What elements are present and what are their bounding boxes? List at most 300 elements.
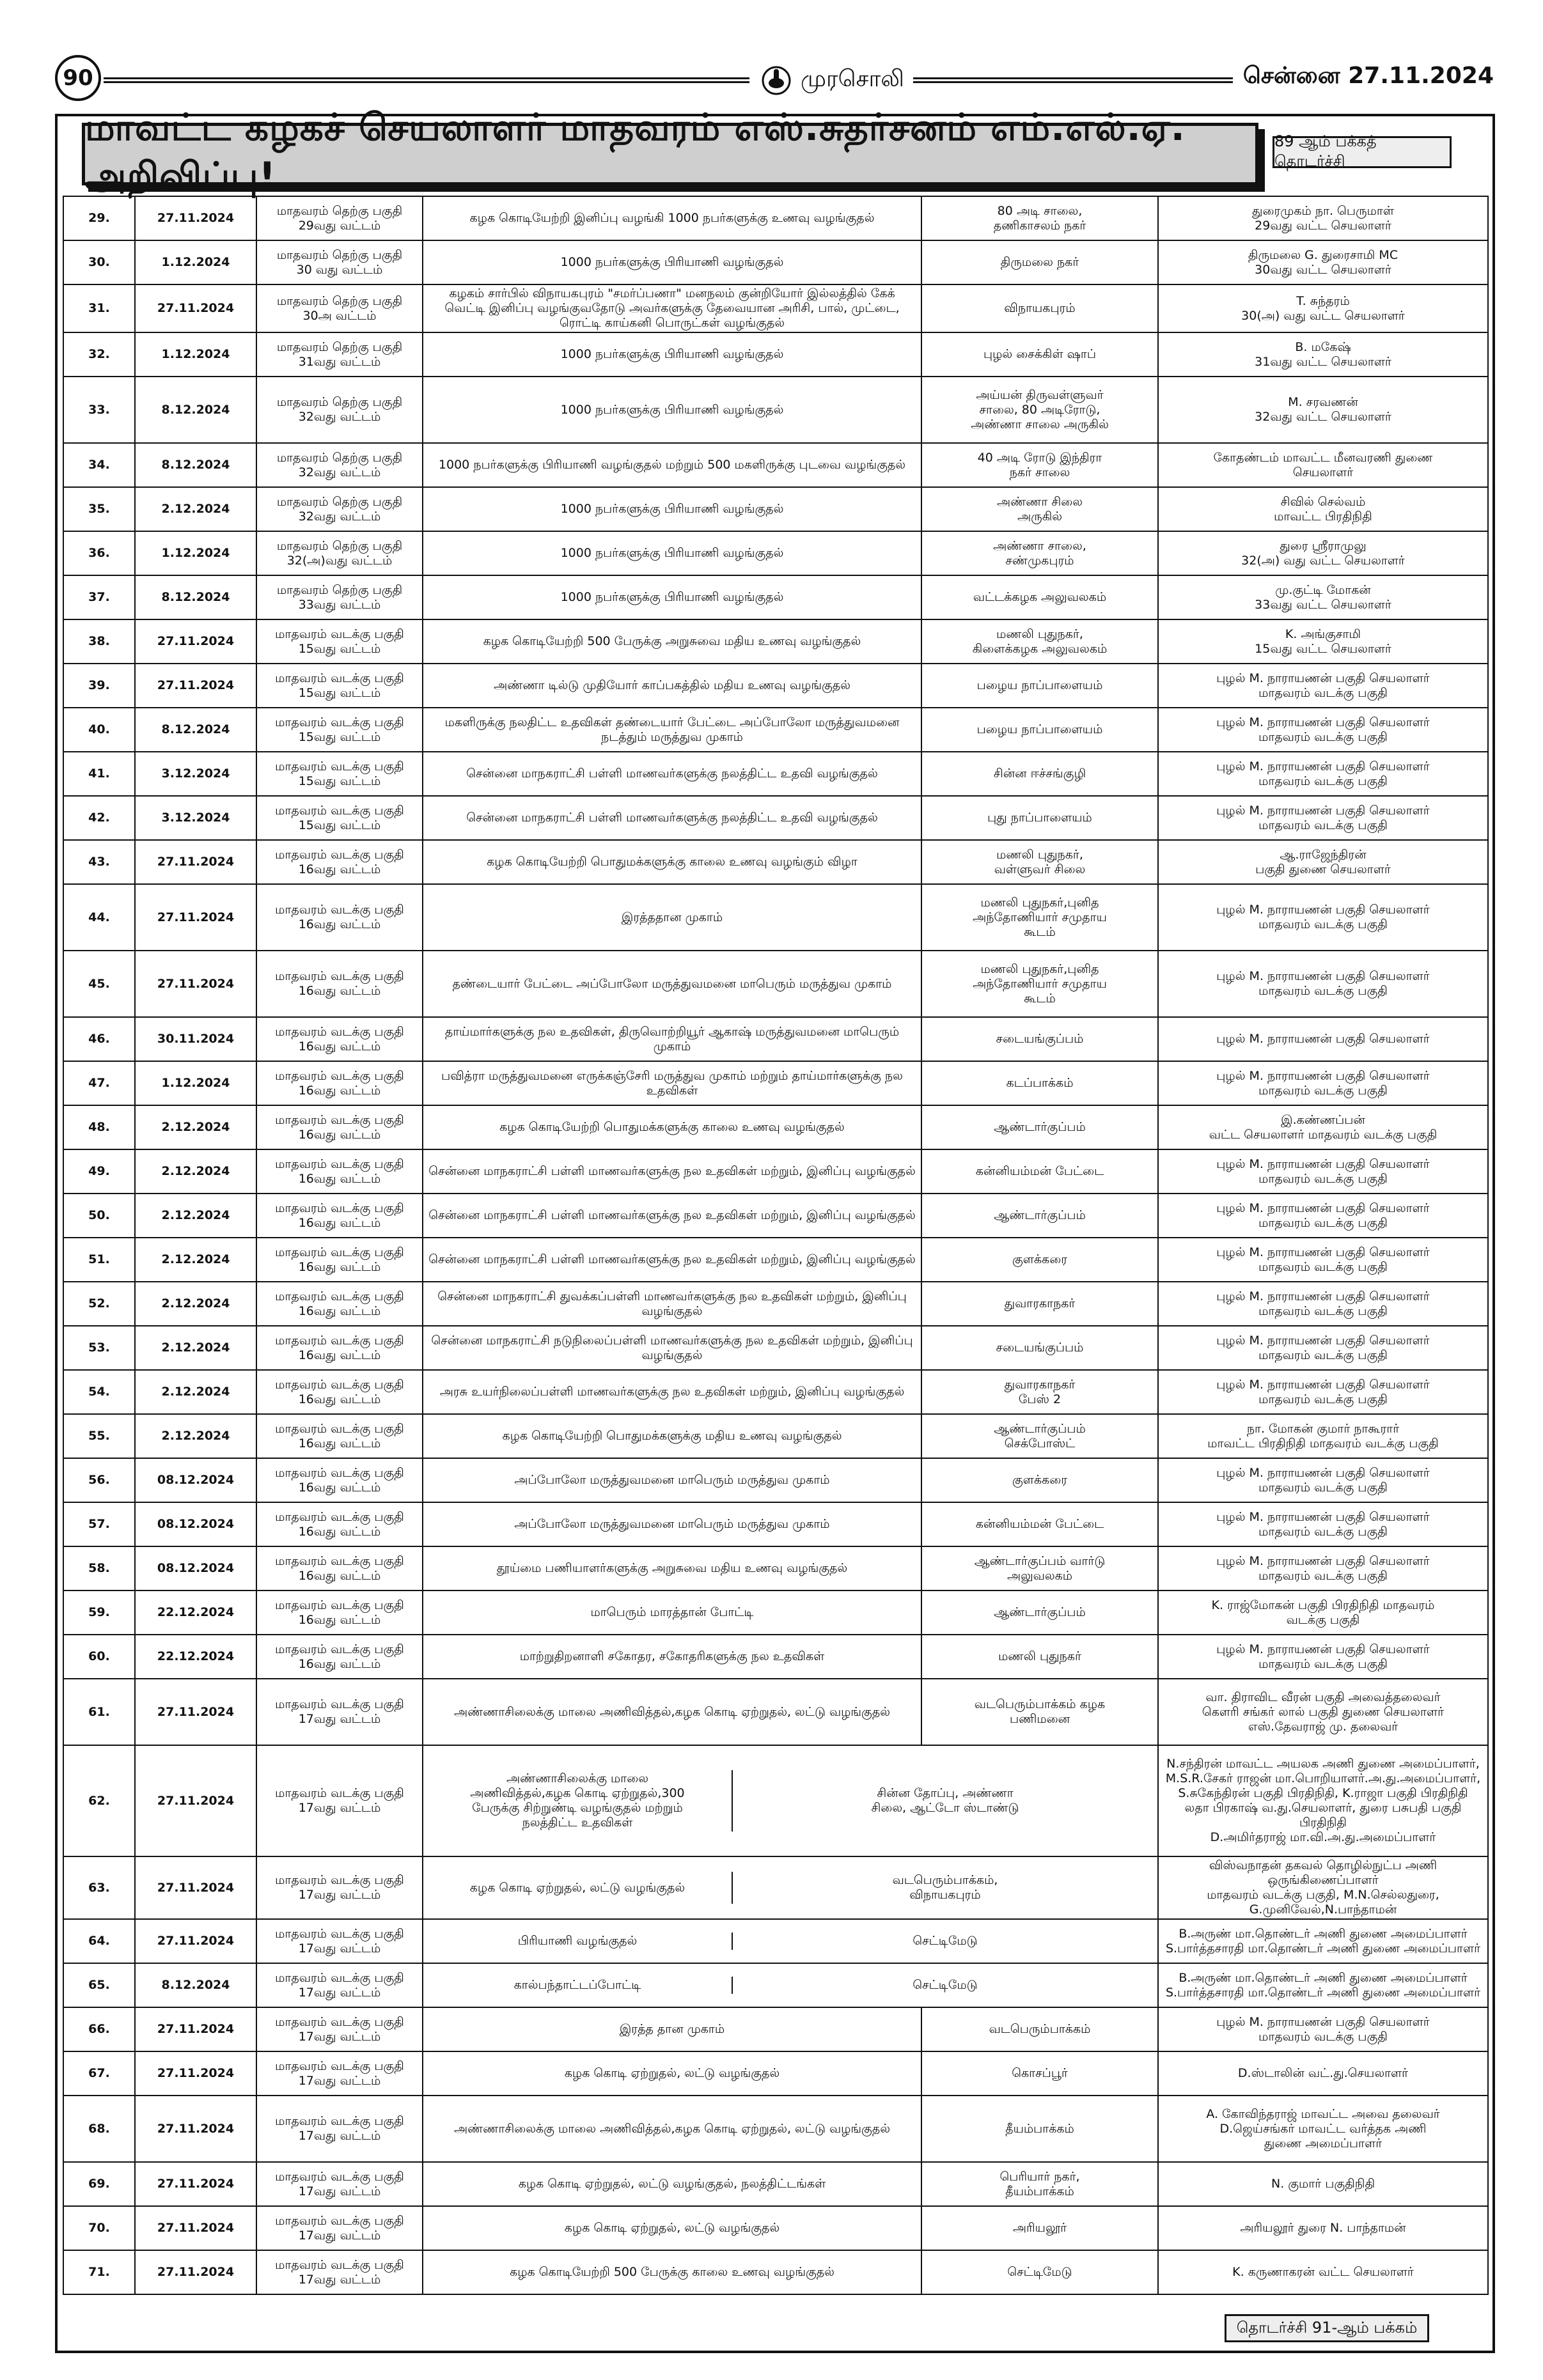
area-cell: மாதவரம் வடக்கு பகுதி 15வது வட்டம்	[256, 619, 423, 664]
serial-number-cell: 55.	[63, 1414, 135, 1458]
date-cell: 27.11.2024	[135, 2250, 256, 2294]
masthead	[752, 61, 913, 100]
serial-number-cell: 46.	[63, 1017, 135, 1061]
date-cell: 8.12.2024	[135, 1963, 256, 2007]
place-cell: அண்ணா சாலை, சண்முகபுரம்	[921, 531, 1158, 575]
table-row	[63, 1149, 1488, 1194]
date-cell: 27.11.2024	[135, 2162, 256, 2206]
contact-cell: சிவில் செல்வம் மாவட்ட பிரதிநிதி	[1158, 487, 1488, 531]
date-cell: 27.11.2024	[135, 196, 256, 240]
event-cell: சென்னை மாநகராட்சி பள்ளி மாணவர்களுக்கு நலத்திட்ட உதவி வழங்குதல்	[423, 796, 921, 840]
place-cell: மணலி புதுநகர்	[921, 1635, 1158, 1679]
contact-cell: புழல் M. நாராயணன் பகுதி செயலாளர் மாதவரம் வடக்கு பகுதி	[1158, 884, 1488, 951]
table-row	[63, 1546, 1488, 1591]
event-cell: சென்னை மாநகராட்சி துவக்கப்பள்ளி மாணவர்களுக்கு நல உதவிகள் மற்றும், இனிப்பு வழங்குதல்	[423, 1282, 921, 1326]
page-header	[55, 55, 1494, 104]
event-cell: தாய்மார்களுக்கு நல உதவிகள், திருவொற்றியூர் ஆகாஷ் மருத்துவமனை மாபெரும் முகாம்	[423, 1017, 921, 1061]
table-row	[63, 284, 1488, 332]
serial-number-cell: 42.	[63, 796, 135, 840]
event-cell: 1000 நபர்களுக்கு பிரியாணி வழங்குதல்	[423, 531, 921, 575]
date-cell: 27.11.2024	[135, 840, 256, 884]
place-cell: மணலி புதுநகர்,புனித அந்தோணியார் சமுதாய கூடம்	[921, 884, 1158, 951]
event-cell: அரசு உயர்நிலைப்பள்ளி மாணவர்களுக்கு நல உதவிகள் மற்றும், இனிப்பு வழங்குதல்	[423, 1370, 921, 1414]
contact-cell: புழல் M. நாராயணன் பகுதி செயலாளர் மாதவரம் வடக்கு பகுதி	[1158, 796, 1488, 840]
table-row	[63, 2206, 1488, 2250]
serial-number-cell: 50.	[63, 1194, 135, 1238]
contact-cell: B.அருண் மா.தொண்டர் அணி துணை அமைப்பாளர் S.பார்த்தசாரதி மா.தொண்டர் அணி துணை அமைப்பாளர்	[1158, 1963, 1488, 2007]
area-cell: மாதவரம் வடக்கு பகுதி 17வது வட்டம்	[256, 2206, 423, 2250]
area-cell: மாதவரம் வடக்கு பகுதி 17வது வட்டம்	[256, 1745, 423, 1856]
event-cell: 1000 நபர்களுக்கு பிரியாணி வழங்குதல்	[423, 377, 921, 443]
header-rule-right	[880, 77, 1289, 83]
contact-cell: புழல் M. நாராயணன் பகுதி செயலாளர் மாதவரம் வடக்கு பகுதி	[1158, 1546, 1488, 1591]
date-cell: 27.11.2024	[135, 1856, 256, 1919]
area-cell: மாதவரம் வடக்கு பகுதி 17வது வட்டம்	[256, 1679, 423, 1745]
event-cell: அண்ணாசிலைக்கு மாலை அணிவித்தல்,கழக கொடி ஏற்றுதல், லட்டு வழங்குதல்	[423, 1679, 921, 1745]
date-cell: 2.12.2024	[135, 1105, 256, 1149]
headline-box	[82, 105, 1258, 198]
serial-number-cell: 56.	[63, 1458, 135, 1502]
area-cell: மாதவரம் தெற்கு பகுதி 32வது வட்டம்	[256, 443, 423, 487]
place-cell: அண்ணா சிலை அருகில்	[921, 487, 1158, 531]
table-row	[63, 1745, 1488, 1856]
contact-cell: D.ஸ்டாலின் வட்.து.செயலாளர்	[1158, 2051, 1488, 2096]
serial-number-cell: 70.	[63, 2206, 135, 2250]
serial-number-cell: 60.	[63, 1635, 135, 1679]
place-cell: புழல் சைக்கிள் ஷாப்	[921, 332, 1158, 377]
date-cell: 8.12.2024	[135, 708, 256, 752]
area-cell: மாதவரம் வடக்கு பகுதி 16வது வட்டம்	[256, 1326, 423, 1370]
place-cell: செட்டிமேடு	[921, 2250, 1158, 2294]
serial-number-cell: 29.	[63, 196, 135, 240]
serial-number-cell: 59.	[63, 1591, 135, 1635]
place-cell: சடையங்குப்பம்	[921, 1326, 1158, 1370]
place-cell: வடபெரும்பாக்கம் கழக பணிமனை	[921, 1679, 1158, 1745]
contact-cell: புழல் M. நாராயணன் பகுதி செயலாளர் மாதவரம் வடக்கு பகுதி	[1158, 1194, 1488, 1238]
table-row	[63, 1919, 1488, 1963]
place-cell: பழைய நாப்பாளையம்	[921, 664, 1158, 708]
date-cell: 8.12.2024	[135, 443, 256, 487]
place-cell: வட்டக்கழக அலுவலகம்	[921, 575, 1158, 619]
serial-number-cell: 47.	[63, 1061, 135, 1105]
event-cell: தண்டையார் பேட்டை அப்போலோ மருத்துவமனை மாபெரும் மருத்துவ முகாம்	[423, 951, 921, 1017]
table-row	[63, 1963, 1488, 2007]
table-row	[63, 1458, 1488, 1502]
table-row	[63, 2051, 1488, 2096]
place-cell: கன்னியம்மன் பேட்டை	[921, 1502, 1158, 1546]
contact-cell: B. மகேஷ் 31வது வட்ட செயலாளர்	[1158, 332, 1488, 377]
contact-cell: புழல் M. நாராயணன் பகுதி செயலாளர் மாதவரம் வடக்கு பகுதி	[1158, 1502, 1488, 1546]
place-cell: கடப்பாக்கம்	[921, 1061, 1158, 1105]
area-cell: மாதவரம் வடக்கு பகுதி 17வது வட்டம்	[256, 2096, 423, 2162]
contact-cell: A. கோவிந்தராஜ் மாவட்ட அவை தலைவர் D.ஜெய்சங்கர் மாவட்ட வர்த்தக அணி துணை அமைப்பாளர்	[1158, 2096, 1488, 2162]
serial-number-cell: 57.	[63, 1502, 135, 1546]
event-cell: கழக கொடி ஏற்றுதல், லட்டு வழங்குதல்	[423, 2206, 921, 2250]
place-cell: 40 அடி ரோடு இந்திரா நகர் சாலை	[921, 443, 1158, 487]
event-place-cell: வடபெரும்பாக்கம், விநாயகபுரம்	[892, 1873, 998, 1902]
table-row	[63, 575, 1488, 619]
place-cell: தீயம்பாக்கம்	[921, 2096, 1158, 2162]
event-cell: கழக கொடியேற்றி 500 பேருக்கு காலை உணவு வழங்குதல்	[423, 2250, 921, 2294]
place-cell: ஆண்டார்குப்பம்	[921, 1105, 1158, 1149]
area-cell: மாதவரம் வடக்கு பகுதி 15வது வட்டம்	[256, 708, 423, 752]
place-cell: விநாயகபுரம்	[921, 284, 1158, 332]
area-cell: மாதவரம் தெற்கு பகுதி 31வது வட்டம்	[256, 332, 423, 377]
contact-cell: துரை ஸ்ரீராமுலு 32(அ) வது வட்ட செயலாளர்	[1158, 531, 1488, 575]
event-cell: சென்னை மாநகராட்சி பள்ளி மாணவர்களுக்கு நல உதவிகள் மற்றும், இனிப்பு வழங்குதல்	[423, 1149, 921, 1194]
serial-number-cell: 61.	[63, 1679, 135, 1745]
event-cell: கால்பந்தாட்டப்போட்டி	[423, 1977, 733, 1994]
serial-number-cell: 63.	[63, 1856, 135, 1919]
date-cell: 1.12.2024	[135, 1061, 256, 1105]
serial-number-cell: 52.	[63, 1282, 135, 1326]
serial-number-cell: 31.	[63, 284, 135, 332]
area-cell: மாதவரம் வடக்கு பகுதி 17வது வட்டம்	[256, 2250, 423, 2294]
table-row	[63, 2162, 1488, 2206]
serial-number-cell: 45.	[63, 951, 135, 1017]
event-cell: அண்ணாசிலைக்கு மாலை அணிவித்தல்,கழக கொடி ஏற்றுதல், லட்டு வழங்குதல்	[423, 2096, 921, 2162]
serial-number-cell: 66.	[63, 2007, 135, 2051]
contact-cell: N.சந்திரன் மாவட்ட அயலக அணி துணை அமைப்பாளர், M.S.R.சேகர் ராஜன் மா.பொறியாளர்.அ.து.அமைப்பாளர், S.சுகேந்திரன் பகுதி பிரதிநிதி, K.ராஜா பகுதி பிரதிநிதி லதா பிரகாஷ் வ.து.செயலாளர், துரை பசுபதி பகுதி பிரதிநிதி D.அமிர்தராஜ் மா.வி.அ.து.அமைப்பாளர்	[1158, 1745, 1488, 1856]
contact-cell: புழல் M. நாராயணன் பகுதி செயலாளர் மாதவரம் வடக்கு பகுதி	[1158, 1326, 1488, 1370]
table-row	[63, 531, 1488, 575]
area-cell: மாதவரம் தெற்கு பகுதி 32வது வட்டம்	[256, 377, 423, 443]
event-cell: சென்னை மாநகராட்சி பள்ளி மாணவர்களுக்கு நல உதவிகள் மற்றும், இனிப்பு வழங்குதல்	[423, 1238, 921, 1282]
event-cell: கழக கொடியேற்றி பொதுமக்களுக்கு மதிய உணவு வழங்குதல்	[423, 1414, 921, 1458]
table-row	[63, 1679, 1488, 1745]
event-cell: மகளிருக்கு நலதிட்ட உதவிகள் தண்டையார் பேட்டை அப்போலோ மருத்துவமனை நடத்தும் மருத்துவ முகாம்	[423, 708, 921, 752]
event-place-cell: செட்டிமேடு	[912, 1934, 978, 1948]
area-cell: மாதவரம் வடக்கு பகுதி 16வது வட்டம்	[256, 1194, 423, 1238]
contact-cell: புழல் M. நாராயணன் பகுதி செயலாளர் மாதவரம் வடக்கு பகுதி	[1158, 1370, 1488, 1414]
serial-number-cell: 36.	[63, 531, 135, 575]
continued-to-badge: தொடர்ச்சி 91-ஆம் பக்கம்	[1225, 2314, 1429, 2342]
area-cell: மாதவரம் வடக்கு பகுதி 16வது வட்டம்	[256, 840, 423, 884]
table-row	[63, 487, 1488, 531]
serial-number-cell: 38.	[63, 619, 135, 664]
contact-cell: துரைமுகம் நா. பெருமாள் 29வது வட்ட செயலாளர்	[1158, 196, 1488, 240]
header-rule-left	[104, 77, 749, 83]
contact-cell: புழல் M. நாராயணன் பகுதி செயலாளர் மாதவரம் வடக்கு பகுதி	[1158, 1282, 1488, 1326]
area-cell: மாதவரம் வடக்கு பகுதி 15வது வட்டம்	[256, 796, 423, 840]
contact-cell: புழல் M. நாராயணன் பகுதி செயலாளர் மாதவரம் வடக்கு பகுதி	[1158, 1061, 1488, 1105]
contact-cell: வா. திராவிட வீரன் பகுதி அவைத்தலைவர் கௌரி சங்கர் லால் பகுதி துணை செயலாளர் எஸ்.தேவராஜ் மு. தலைவர்	[1158, 1679, 1488, 1745]
area-cell: மாதவரம் தெற்கு பகுதி 30அ வட்டம்	[256, 284, 423, 332]
area-cell: மாதவரம் வடக்கு பகுதி 16வது வட்டம்	[256, 1458, 423, 1502]
table-row	[63, 840, 1488, 884]
table-row	[63, 1370, 1488, 1414]
date-cell: 27.11.2024	[135, 2206, 256, 2250]
place-cell: 80 அடி சாலை, தணிகாசலம் நகர்	[921, 196, 1158, 240]
area-cell: மாதவரம் வடக்கு பகுதி 16வது வட்டம்	[256, 1591, 423, 1635]
event-cell: 1000 நபர்களுக்கு பிரியாணி வழங்குதல்	[423, 575, 921, 619]
area-cell: மாதவரம் வடக்கு பகுதி 17வது வட்டம்	[256, 1856, 423, 1919]
event-cell: கழக கொடி ஏற்றுதல், லட்டு வழங்குதல், நலத்திட்டங்கள்	[423, 2162, 921, 2206]
place-cell: பெரியார் நகர், தீயம்பாக்கம்	[921, 2162, 1158, 2206]
event-cell: இரத்த தான முகாம்	[423, 2007, 921, 2051]
event-cell: மாற்றுதிறனாளி சகோதர, சகோதரிகளுக்கு நல உதவிகள்	[423, 1635, 921, 1679]
serial-number-cell: 71.	[63, 2250, 135, 2294]
contact-cell: ஆ.ராஜேந்திரன் பகுதி துணை செயலாளர்	[1158, 840, 1488, 884]
table-row	[63, 1591, 1488, 1635]
continued-from-badge: 89 ஆம் பக்கத் தொடர்ச்சி	[1273, 136, 1452, 168]
date-cell: 27.11.2024	[135, 1745, 256, 1856]
date-cell: 08.12.2024	[135, 1458, 256, 1502]
table-row	[63, 1238, 1488, 1282]
date-cell: 2.12.2024	[135, 1149, 256, 1194]
date-cell: 2.12.2024	[135, 1414, 256, 1458]
table-row	[63, 196, 1488, 240]
date-cell: 22.12.2024	[135, 1635, 256, 1679]
serial-number-cell: 68.	[63, 2096, 135, 2162]
date-cell: 1.12.2024	[135, 531, 256, 575]
contact-cell: புழல் M. நாராயணன் பகுதி செயலாளர் மாதவரம் வடக்கு பகுதி	[1158, 1635, 1488, 1679]
area-cell: மாதவரம் வடக்கு பகுதி 17வது வட்டம்	[256, 2007, 423, 2051]
serial-number-cell: 53.	[63, 1326, 135, 1370]
area-cell: மாதவரம் தெற்கு பகுதி 33வது வட்டம்	[256, 575, 423, 619]
event-split-cell	[423, 1963, 1158, 2007]
serial-number-cell: 44.	[63, 884, 135, 951]
area-cell: மாதவரம் வடக்கு பகுதி 16வது வட்டம்	[256, 1502, 423, 1546]
place-cell: அய்யன் திருவள்ளுவர் சாலை, 80 அடிரோடு, அண்ணா சாலை அருகில்	[921, 377, 1158, 443]
event-place-cell: சின்ன தோப்பு, அண்ணா சிலை, ஆட்டோ ஸ்டாண்டு	[871, 1786, 1019, 1815]
date-cell: 27.11.2024	[135, 1919, 256, 1963]
contact-cell: புழல் M. நாராயணன் பகுதி செயலாளர் மாதவரம் வடக்கு பகுதி	[1158, 664, 1488, 708]
date-cell: 30.11.2024	[135, 1017, 256, 1061]
area-cell: மாதவரம் வடக்கு பகுதி 17வது வட்டம்	[256, 1919, 423, 1963]
place-cell: பழைய நாப்பாளையம்	[921, 708, 1158, 752]
contact-cell: கோதண்டம் மாவட்ட மீனவரணி துணை செயலாளர்	[1158, 443, 1488, 487]
area-cell: மாதவரம் வடக்கு பகுதி 16வது வட்டம்	[256, 951, 423, 1017]
event-cell: இரத்ததான முகாம்	[423, 884, 921, 951]
date-cell: 27.11.2024	[135, 951, 256, 1017]
serial-number-cell: 43.	[63, 840, 135, 884]
contact-cell: நா. மோகன் குமார் நாகூரார் மாவட்ட பிரதிநிதி மாதவரம் வடக்கு பகுதி	[1158, 1414, 1488, 1458]
date-cell: 27.11.2024	[135, 284, 256, 332]
place-cell: குளக்கரை	[921, 1238, 1158, 1282]
table-row	[63, 1856, 1488, 1919]
page-number: 90	[55, 55, 101, 101]
contact-cell: மு.குட்டி மோகன் 33வது வட்ட செயலாளர்	[1158, 575, 1488, 619]
area-cell: மாதவரம் வடக்கு பகுதி 15வது வட்டம்	[256, 664, 423, 708]
area-cell: மாதவரம் வடக்கு பகுதி 17வது வட்டம்	[256, 1963, 423, 2007]
table-row	[63, 240, 1488, 284]
drum-logo-icon	[761, 65, 792, 96]
event-cell: அண்ணா டில்டு முதியோர் காப்பகத்தில் மதிய உணவு வழங்குதல்	[423, 664, 921, 708]
contact-cell: புழல் M. நாராயணன் பகுதி செயலாளர் மாதவரம் வடக்கு பகுதி	[1158, 1238, 1488, 1282]
area-cell: மாதவரம் தெற்கு பகுதி 30 வது வட்டம்	[256, 240, 423, 284]
serial-number-cell: 62.	[63, 1745, 135, 1856]
contact-cell: இ.கண்ணப்பன் வட்ட செயலாளர் மாதவரம் வடக்கு பகுதி	[1158, 1105, 1488, 1149]
area-cell: மாதவரம் வடக்கு பகுதி 17வது வட்டம்	[256, 2051, 423, 2096]
place-cell: துவாரகாநகர் பேஸ் 2	[921, 1370, 1158, 1414]
table-row	[63, 752, 1488, 796]
serial-number-cell: 49.	[63, 1149, 135, 1194]
event-cell: கழக கொடி ஏற்றுதல், லட்டு வழங்குதல்	[423, 1872, 733, 1904]
area-cell: மாதவரம் வடக்கு பகுதி 16வது வட்டம்	[256, 1105, 423, 1149]
table-row	[63, 1017, 1488, 1061]
headline: மாவட்ட கழகச் செயலாளர் மாதவரம் எஸ்.சுதர்சனம் எம்.எல்.ஏ. அறிவிப்பு!	[85, 105, 1186, 198]
date-cell: 08.12.2024	[135, 1502, 256, 1546]
serial-number-cell: 32.	[63, 332, 135, 377]
date-cell: 2.12.2024	[135, 1194, 256, 1238]
area-cell: மாதவரம் தெற்கு பகுதி 32(அ)வது வட்டம்	[256, 531, 423, 575]
area-cell: மாதவரம் வடக்கு பகுதி 16வது வட்டம்	[256, 1017, 423, 1061]
serial-number-cell: 64.	[63, 1919, 135, 1963]
table-row	[63, 796, 1488, 840]
event-cell: அப்போலோ மருத்துவமனை மாபெரும் மருத்துவ முகாம்	[423, 1502, 921, 1546]
date-cell: 2.12.2024	[135, 1326, 256, 1370]
event-cell: சென்னை மாநகராட்சி நடுநிலைப்பள்ளி மாணவர்களுக்கு நல உதவிகள் மற்றும், இனிப்பு வழங்குதல்	[423, 1326, 921, 1370]
contact-cell: K. ராஜ்மோகன் பகுதி பிரதிநிதி மாதவரம் வடக்கு பகுதி	[1158, 1591, 1488, 1635]
place-cell: மணலி புதுநகர், கிளைக்கழக அலுவலகம்	[921, 619, 1158, 664]
serial-number-cell: 67.	[63, 2051, 135, 2096]
contact-cell: K. அங்குசாமி 15வது வட்ட செயலாளர்	[1158, 619, 1488, 664]
event-split-cell	[423, 1919, 1158, 1963]
event-cell: அப்போலோ மருத்துவமனை மாபெரும் மருத்துவ முகாம்	[423, 1458, 921, 1502]
area-cell: மாதவரம் வடக்கு பகுதி 16வது வட்டம்	[256, 1546, 423, 1591]
event-cell: 1000 நபர்களுக்கு பிரியாணி வழங்குதல்	[423, 332, 921, 377]
serial-number-cell: 35.	[63, 487, 135, 531]
events-table	[63, 196, 1489, 2295]
contact-cell: புழல் M. நாராயணன் பகுதி செயலாளர்	[1158, 1017, 1488, 1061]
event-cell: கழக கொடியேற்றி பொதுமக்களுக்கு காலை உணவு வழங்குதல்	[423, 1105, 921, 1149]
event-cell: கழக கொடியேற்றி இனிப்பு வழங்கி 1000 நபர்களுக்கு உணவு வழங்குதல்	[423, 196, 921, 240]
date-cell: 27.11.2024	[135, 2051, 256, 2096]
serial-number-cell: 30.	[63, 240, 135, 284]
date-cell: 2.12.2024	[135, 487, 256, 531]
place-cell: கொசப்பூர்	[921, 2051, 1158, 2096]
serial-number-cell: 39.	[63, 664, 135, 708]
contact-cell: புழல் M. நாராயணன் பகுதி செயலாளர் மாதவரம் வடக்கு பகுதி	[1158, 951, 1488, 1017]
event-cell: 1000 நபர்களுக்கு பிரியாணி வழங்குதல்	[423, 240, 921, 284]
event-cell: மாபெரும் மாரத்தான் போட்டி	[423, 1591, 921, 1635]
event-cell: 1000 நபர்களுக்கு பிரியாணி வழங்குதல் மற்றும் 500 மகளிருக்கு புடவை வழங்குதல்	[423, 443, 921, 487]
contact-cell: M. சரவணன் 32வது வட்ட செயலாளர்	[1158, 377, 1488, 443]
table-row	[63, 951, 1488, 1017]
place-cell: திருமலை நகர்	[921, 240, 1158, 284]
table-row	[63, 2007, 1488, 2051]
event-cell: 1000 நபர்களுக்கு பிரியாணி வழங்குதல்	[423, 487, 921, 531]
serial-number-cell: 54.	[63, 1370, 135, 1414]
table-row	[63, 664, 1488, 708]
event-cell: கழக கொடியேற்றி பொதுமக்களுக்கு காலை உணவு வழங்கும் விழா	[423, 840, 921, 884]
event-cell: சென்னை மாநகராட்சி பள்ளி மாணவர்களுக்கு நல உதவிகள் மற்றும், இனிப்பு வழங்குதல்	[423, 1194, 921, 1238]
event-split-cell	[423, 1745, 1158, 1856]
contact-cell: புழல் M. நாராயணன் பகுதி செயலாளர் மாதவரம் வடக்கு பகுதி	[1158, 752, 1488, 796]
event-cell: பிரியாணி வழங்குதல்	[423, 1933, 733, 1950]
place-cell: துவாரகாநகர்	[921, 1282, 1158, 1326]
serial-number-cell: 69.	[63, 2162, 135, 2206]
date-cell: 2.12.2024	[135, 1370, 256, 1414]
serial-number-cell: 34.	[63, 443, 135, 487]
table-row	[63, 332, 1488, 377]
place-cell: ஆண்டார்குப்பம்	[921, 1194, 1158, 1238]
date-cell: 3.12.2024	[135, 796, 256, 840]
contact-cell: புழல் M. நாராயணன் பகுதி செயலாளர் மாதவரம் வடக்கு பகுதி	[1158, 708, 1488, 752]
date-line: சென்னை 27.11.2024	[1233, 63, 1494, 92]
serial-number-cell: 65.	[63, 1963, 135, 2007]
event-cell: கழகம் சார்பில் விநாயகபுரம் "சமர்ப்பணா" மனநலம் குன்றியோர் இல்லத்தில் கேக் வெட்டி இனிப்பு வழங்குவதோடு அவர்களுக்கு தேவையான அரிசி, பால், முட்டை, ரொட்டி காய்கனி பொருட்கள் வழங்குதல்	[423, 284, 921, 332]
contact-cell: B.அருண் மா.தொண்டர் அணி துணை அமைப்பாளர் S.பார்த்தசாரதி மா.தொண்டர் அணி துணை அமைப்பாளர்	[1158, 1919, 1488, 1963]
table-row	[63, 884, 1488, 951]
place-cell: சின்ன ஈச்சங்குழி	[921, 752, 1158, 796]
date-cell: 22.12.2024	[135, 1591, 256, 1635]
serial-number-cell: 48.	[63, 1105, 135, 1149]
table-row	[63, 1414, 1488, 1458]
table-row	[63, 1282, 1488, 1326]
area-cell: மாதவரம் வடக்கு பகுதி 16வது வட்டம்	[256, 1414, 423, 1458]
event-cell: கழக கொடியேற்றி 500 பேருக்கு அறுசுவை மதிய உணவு வழங்குதல்	[423, 619, 921, 664]
date-cell: 3.12.2024	[135, 752, 256, 796]
area-cell: மாதவரம் வடக்கு பகுதி 17வது வட்டம்	[256, 2162, 423, 2206]
contact-cell: புழல் M. நாராயணன் பகுதி செயலாளர் மாதவரம் வடக்கு பகுதி	[1158, 2007, 1488, 2051]
event-cell: கழக கொடி ஏற்றுதல், லட்டு வழங்குதல்	[423, 2051, 921, 2096]
table-row	[63, 377, 1488, 443]
table-row	[63, 1061, 1488, 1105]
table-row	[63, 1326, 1488, 1370]
table-row	[63, 2250, 1488, 2294]
table-row	[63, 619, 1488, 664]
place-cell: கன்னியம்மன் பேட்டை	[921, 1149, 1158, 1194]
area-cell: மாதவரம் தெற்கு பகுதி 29வது வட்டம்	[256, 196, 423, 240]
table-row	[63, 708, 1488, 752]
contact-cell: அரியலூர் துரை N. பாந்தாமன்	[1158, 2206, 1488, 2250]
contact-cell: விஸ்வநாதன் தகவல் தொழில்நுட்ப அணி ஒருங்கிணைப்பாளர் மாதவரம் வடக்கு பகுதி, M.N.செல்லதுரை, G.முனிவேல்,N.பாந்தாமன்	[1158, 1856, 1488, 1919]
place-cell: சடையங்குப்பம்	[921, 1017, 1158, 1061]
serial-number-cell: 40.	[63, 708, 135, 752]
event-cell: சென்னை மாநகராட்சி பள்ளி மாணவர்களுக்கு நலத்திட்ட உதவி வழங்குதல்	[423, 752, 921, 796]
date-cell: 2.12.2024	[135, 1282, 256, 1326]
date-cell: 27.11.2024	[135, 664, 256, 708]
table-row	[63, 1635, 1488, 1679]
area-cell: மாதவரம் வடக்கு பகுதி 16வது வட்டம்	[256, 884, 423, 951]
publication-name: முரசொலி	[801, 66, 904, 92]
serial-number-cell: 41.	[63, 752, 135, 796]
contact-cell: புழல் M. நாராயணன் பகுதி செயலாளர் மாதவரம் வடக்கு பகுதி	[1158, 1149, 1488, 1194]
date-cell: 27.11.2024	[135, 1679, 256, 1745]
events-table-body	[63, 196, 1488, 2294]
date-cell: 08.12.2024	[135, 1546, 256, 1591]
table-row	[63, 443, 1488, 487]
place-cell: அரியலூர்	[921, 2206, 1158, 2250]
table-row	[63, 1194, 1488, 1238]
date-cell: 1.12.2024	[135, 332, 256, 377]
event-place-cell: செட்டிமேடு	[912, 1978, 978, 1992]
contact-cell: திருமலை G. துரைசாமி MC 30வது வட்ட செயலாளர்	[1158, 240, 1488, 284]
place-cell: குளக்கரை	[921, 1458, 1158, 1502]
area-cell: மாதவரம் வடக்கு பகுதி 16வது வட்டம்	[256, 1238, 423, 1282]
place-cell: புது நாப்பாளையம்	[921, 796, 1158, 840]
date-cell: 27.11.2024	[135, 619, 256, 664]
area-cell: மாதவரம் வடக்கு பகுதி 16வது வட்டம்	[256, 1061, 423, 1105]
contact-cell: புழல் M. நாராயணன் பகுதி செயலாளர் மாதவரம் வடக்கு பகுதி	[1158, 1458, 1488, 1502]
place-cell: வடபெரும்பாக்கம்	[921, 2007, 1158, 2051]
event-cell: அண்ணாசிலைக்கு மாலை அணிவித்தல்,கழக கொடி ஏற்றுதல்,300 பேருக்கு சிற்றுண்டி வழங்குதல் மற்றும் நலத்திட்ட உதவிகள்	[423, 1770, 733, 1832]
area-cell: மாதவரம் வடக்கு பகுதி 16வது வட்டம்	[256, 1282, 423, 1326]
date-cell: 1.12.2024	[135, 240, 256, 284]
date-cell: 27.11.2024	[135, 2007, 256, 2051]
date-cell: 27.11.2024	[135, 884, 256, 951]
date-cell: 8.12.2024	[135, 377, 256, 443]
event-cell: தூய்மை பணியாளர்களுக்கு அறுசுவை மதிய உணவு வழங்குதல்	[423, 1546, 921, 1591]
date-cell: 8.12.2024	[135, 575, 256, 619]
event-cell: பவித்ரா மருத்துவமனை எருக்கஞ்சேரி மருத்துவ முகாம் மற்றும் தாய்மார்களுக்கு நல உதவிகள்	[423, 1061, 921, 1105]
table-row	[63, 2096, 1488, 2162]
serial-number-cell: 58.	[63, 1546, 135, 1591]
date-cell: 27.11.2024	[135, 2096, 256, 2162]
contact-cell: K. கருணாகரன் வட்ட செயலாளர்	[1158, 2250, 1488, 2294]
